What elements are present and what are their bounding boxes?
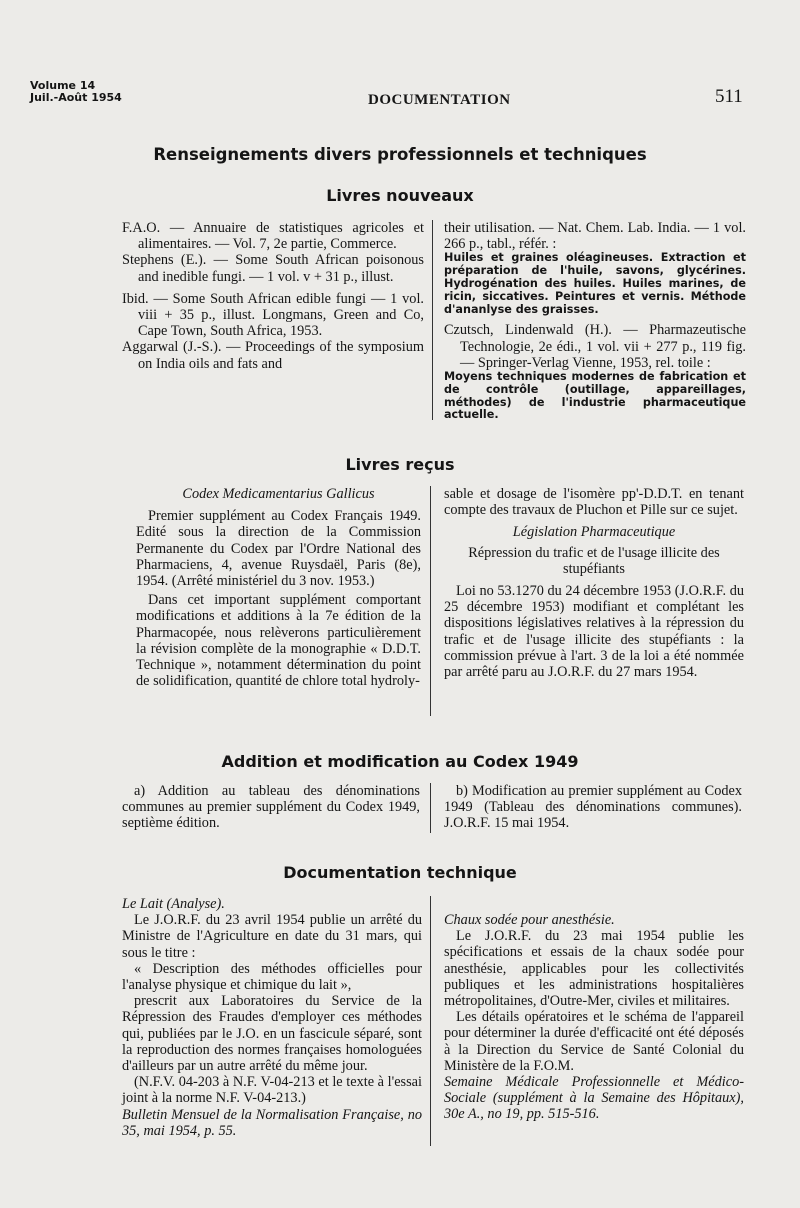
livres-nouveaux-right-column bbox=[444, 220, 746, 422]
book-entry-czutsch: Czutsch, Lindenwald (H.). — Pharmazeutische Technologie, 2e édi., 1 vol. vii + 277 p., 119 fig. — Springer-Verlag Vienne, 1953, rel. toile : bbox=[444, 322, 746, 371]
lait-paragraph-2: « Description des méthodes officielles pour l'analyse physique et chimique du lait », bbox=[122, 960, 422, 994]
column-divider bbox=[430, 896, 431, 1146]
codex-title: Codex Medicamentarius Gallicus bbox=[182, 486, 375, 502]
livres-recus-left-column bbox=[136, 486, 421, 689]
column-divider bbox=[430, 486, 431, 716]
addition-title: Addition et modification au Codex 1949 bbox=[221, 752, 579, 771]
lait-paragraph-3: prescrit aux Laboratoires du Service de la Répression des Fraudes d'employer ces méthodes qui, publiées par le J.O. en un fascicule séparé, sont la reproduction des normes françaises homologuées d'ailleurs par un autre arrêté du même jour. bbox=[122, 993, 422, 1075]
doc-tech-left-column bbox=[122, 896, 422, 1139]
book-summary-czutsch: Moyens techniques modernes de fabrication et de contrôle (outillage, appareillages, méthodes) de l'industrie pharmaceutique actuelle. bbox=[444, 370, 746, 422]
book-entry-stephens: Stephens (E.). — Some South African poisonous and inedible fungi. — 1 vol. v + 31 p., illust. bbox=[122, 252, 424, 285]
column-divider bbox=[432, 220, 433, 420]
volume-label: Volume 14 bbox=[30, 79, 96, 92]
legislation-subtitle: Répression du trafic et de l'usage illicite des stupéfiants bbox=[468, 544, 720, 577]
livres-nouveaux-left-column bbox=[122, 220, 424, 372]
column-divider bbox=[430, 783, 431, 833]
chaux-paragraph-1: Le J.O.R.F. du 23 mai 1954 publie les spécifications et essais de la chaux sodée pour anesthésie, applicables pour les collectivités publiques et les administrations hospitalières métropolitaines, d'Outre-Mer, civiles et militaires. bbox=[444, 928, 744, 1010]
book-entry-fao: F.A.O. — Annuaire de statistiques agricoles et alimentaires. — Vol. 7, 2e partie, Commerce. bbox=[122, 220, 424, 253]
doc-tech-title: Documentation technique bbox=[283, 863, 517, 882]
page-number: 511 bbox=[715, 86, 743, 107]
period-label: Juil.-Août 1954 bbox=[30, 91, 122, 104]
livres-recus-title: Livres reçus bbox=[345, 455, 455, 474]
lait-source: Bulletin Mensuel de la Normalisation Française, no 35, mai 1954, p. 55. bbox=[122, 1106, 422, 1139]
codex-paragraph-1: Premier supplément au Codex Français 1949. Edité sous la direction de la Commission Permanente du Codex par l'Ordre National des Pharmaciens, 4, avenue Ruysdaël, Paris (8e), 1954. (Arrêté ministériel du 3 nov. 1953.) bbox=[136, 508, 421, 590]
running-title: DOCUMENTATION bbox=[368, 92, 511, 108]
lait-paragraph-1: Le J.O.R.F. du 23 avril 1954 publie un arrêté du Ministre de l'Agriculture en date du 31 mars, qui sous le titre : bbox=[122, 912, 422, 961]
section-main-title: Renseignements divers professionnels et techniques bbox=[153, 145, 647, 164]
chaux-source: Semaine Médicale Professionnelle et Médico-Sociale (supplément à la Semaine des Hôpitaux), 30e A., no 19, pp. 515-516. bbox=[444, 1074, 744, 1123]
addition-right-column bbox=[444, 783, 742, 832]
lait-title: Le Lait (Analyse). bbox=[122, 896, 225, 912]
codex-paragraph-2: Dans cet important supplément comportant modifications et additions à la 7e édition de la Pharmacopée, nous relèverons particulièrement la révision complète de la monographie « D.D.T. Technique », notamment détermination du point de solidification, quantité de chlore total hydroly- bbox=[136, 592, 421, 690]
book-entry-aggarwal: Aggarwal (J.-S.). — Proceedings of the symposium on India oils and fats and bbox=[122, 339, 424, 372]
legislation-title: Législation Pharmaceutique bbox=[512, 524, 676, 541]
codex-paragraph-2-cont: sable et dosage de l'isomère pp'-D.D.T. en tenant compte des travaux de Pluchon et Pille sur ce sujet. bbox=[444, 486, 744, 519]
addition-item-a: a) Addition au tableau des dénominations communes au premier supplément du Codex 1949, septième édition. bbox=[122, 783, 420, 832]
header-volume bbox=[30, 80, 122, 104]
book-entry-aggarwal-cont: their utilisation. — Nat. Chem. Lab. India. — 1 vol. 266 p., tabl., référ. : bbox=[444, 220, 746, 253]
addition-left-column bbox=[122, 783, 420, 832]
chaux-title: Chaux sodée pour anesthésie. bbox=[444, 912, 615, 928]
livres-nouveaux-title: Livres nouveaux bbox=[326, 186, 474, 205]
livres-recus-right-column bbox=[444, 486, 744, 680]
chaux-paragraph-2: Les détails opératoires et le schéma de l'appareil pour déterminer la durée d'efficacité ont été déposés à la Direction du Service de Santé Colonial du Ministère de la F.O.M. bbox=[444, 1009, 744, 1074]
lait-paragraph-4: (N.F.V. 04-203 à N.F. V-04-213 et le texte à l'essai joint à la norme N.F. V-04-213.) bbox=[122, 1074, 422, 1107]
book-entry-ibid: Ibid. — Some South African edible fungi — 1 vol. viii + 35 p., illust. Longmans, Green and Co, Cape Town, South Africa, 1953. bbox=[122, 290, 424, 340]
book-summary-aggarwal: Huiles et graines oléagineuses. Extraction et préparation de l'huile, savons, glycérines. Hydrogénation des huiles. Huiles marines, de ricin, siccatives. Peintures et vernis. Méthode d'ananlyse des graisses. bbox=[444, 251, 746, 316]
doc-tech-right-column bbox=[444, 912, 744, 1123]
addition-item-b: b) Modification au premier supplément au Codex 1949 (Tableau des dénominations communes). J.O.R.F. 15 mai 1954. bbox=[444, 783, 742, 832]
legislation-paragraph: Loi no 53.1270 du 24 décembre 1953 (J.O.R.F. du 25 décembre 1953) modifiant et complétant les dispositions législatives relatives à la répression du trafic et de l'usage illicite des stupéfiants : la commission prévue à l'art. 3 de la loi a été nommée par arrêté paru au J.O.R.F. du 27 mars 1954. bbox=[444, 583, 744, 681]
